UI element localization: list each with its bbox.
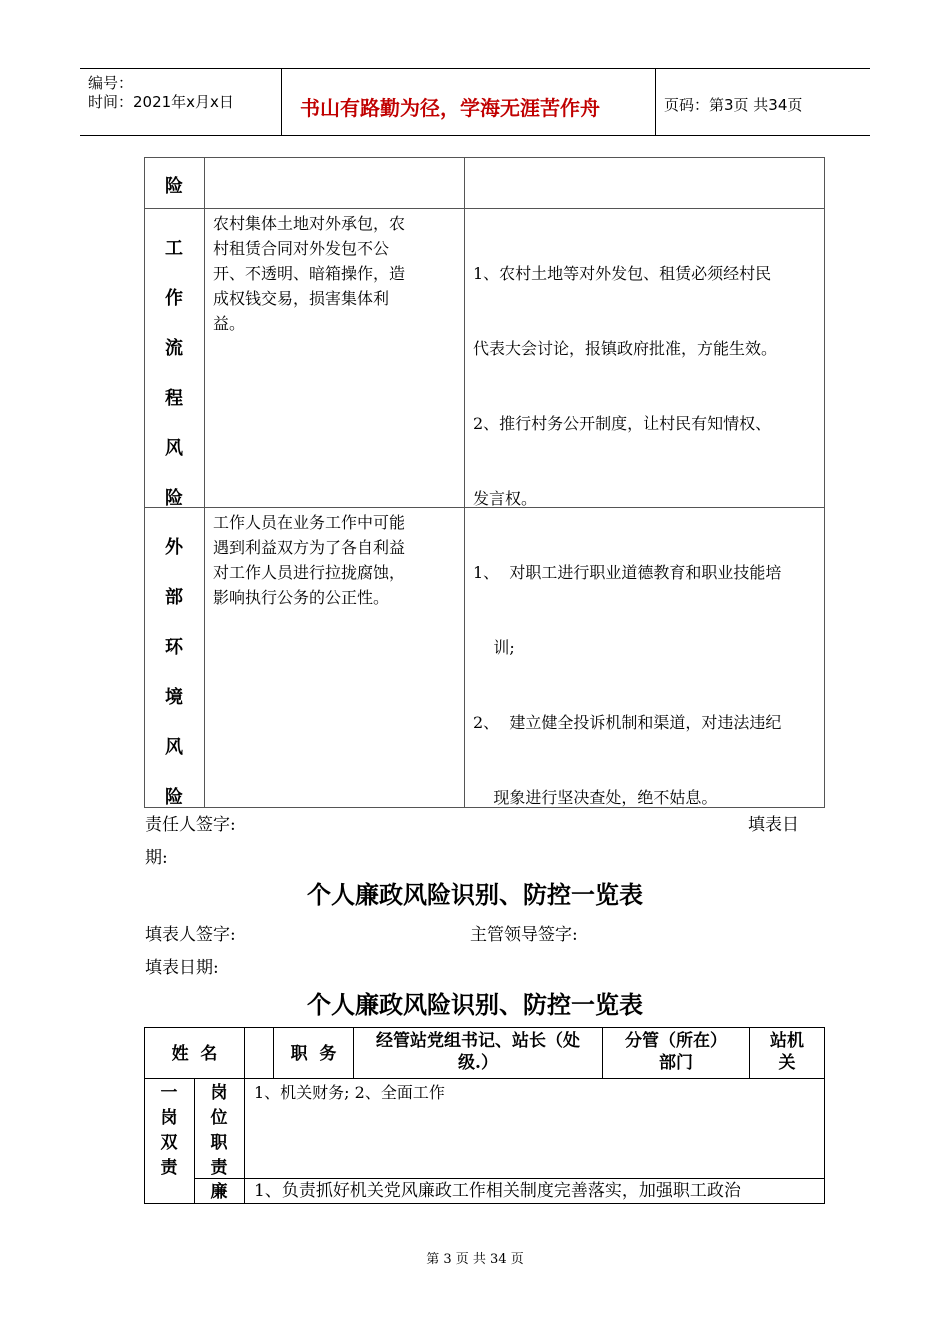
table1-row0-risk-cell xyxy=(204,157,465,209)
text-line: 现象进行坚决查处，绝不姑息。 xyxy=(473,788,718,807)
label-char: 风 xyxy=(165,737,183,758)
page-title-1: 个人廉政风险识别、防控一览表 xyxy=(307,880,643,909)
label-char: 责 xyxy=(210,1158,228,1178)
text-line: 分管（所在） xyxy=(625,1031,727,1051)
label-char: 双 xyxy=(160,1133,178,1153)
label-char: 风 xyxy=(165,438,183,459)
text-line: 站机 xyxy=(770,1031,804,1051)
label-char: 职 xyxy=(210,1133,228,1153)
leader-sign-label: 主管领导签字: xyxy=(470,925,578,945)
fill-date-label: 填表日期: xyxy=(145,958,219,978)
text-line: 成权钱交易，损害集体利 xyxy=(213,289,390,308)
label-char: 环 xyxy=(165,637,183,658)
text-line: 2、 建立健全投诉机制和渠道，对违法违纪 xyxy=(473,713,782,732)
label-char: 程 xyxy=(165,388,183,409)
label-char: 岗 xyxy=(210,1083,228,1103)
text-line: 工作人员在业务工作中可能 xyxy=(213,513,406,532)
text-line: 发言权。 xyxy=(473,489,538,508)
label-char: 工 xyxy=(165,238,183,259)
fill-date-label-part2: 期: xyxy=(145,848,168,868)
table1-row0-label: 险 xyxy=(165,176,183,197)
page-footer: 第 3 页 共 34 页 xyxy=(426,1252,524,1267)
label-char: 作 xyxy=(165,288,183,309)
responsible-sign-label: 责任人签字: xyxy=(145,815,236,835)
text-line: 代表大会讨论，报镇政府批准，方能生效。 xyxy=(473,339,778,358)
table1-row2-measure-text xyxy=(473,510,821,860)
label-char: 岗 xyxy=(160,1108,178,1128)
text-line: 遇到利益双方为了各自利益 xyxy=(213,538,406,557)
text-line: 农村集体土地对外承包，农 xyxy=(213,214,406,233)
table1-row2-risk-text xyxy=(213,510,459,610)
text-line: 部门 xyxy=(659,1053,693,1073)
name-value-cell xyxy=(244,1027,274,1079)
group-label xyxy=(157,1081,181,1181)
table1-row1-risk-text xyxy=(213,211,459,336)
page-title-2: 个人廉政风险识别、防控一览表 xyxy=(307,990,643,1019)
table1-row0-measure-cell xyxy=(464,157,825,209)
text-line: 对工作人员进行拉拢腐蚀， xyxy=(213,563,406,582)
table1-row2-label xyxy=(162,523,186,823)
post-label: 职 务 xyxy=(290,1044,337,1064)
header-bottom-rule xyxy=(80,135,870,136)
header-divider-left xyxy=(281,68,282,136)
table1-row1-label xyxy=(162,224,186,524)
filler-sign-label: 填表人签字: xyxy=(145,925,236,945)
header-page: 页码：第3页 共34页 xyxy=(664,96,803,114)
header-divider-right xyxy=(655,68,656,136)
label-char: 外 xyxy=(165,537,183,558)
text-line: 关 xyxy=(778,1053,796,1073)
text-line: 影响执行公务的公正性。 xyxy=(213,588,390,607)
text-line: 训; xyxy=(473,638,515,657)
text-line: 1、农村土地等对外发包、租赁必须经村民 xyxy=(473,264,772,283)
dept-label xyxy=(602,1030,750,1074)
text-line: 开、不透明、暗箱操作，造 xyxy=(213,264,406,283)
name-label: 姓 名 xyxy=(171,1044,218,1064)
text-line: 2、推行村务公开制度，让村民有知情权、 xyxy=(473,414,772,433)
text-line: 1、 对职工进行职业道德教育和职业技能培 xyxy=(473,563,782,582)
label-char: 险 xyxy=(165,787,183,808)
label-char: 部 xyxy=(165,587,183,608)
dept-value xyxy=(749,1030,825,1074)
post-value xyxy=(353,1030,603,1074)
clean-text: 1、负责抓好机关党风廉政工作相关制度完善落实，加强职工政治 xyxy=(254,1181,741,1201)
label-char: 险 xyxy=(165,488,183,509)
duty-text: 1、机关财务; 2、全面工作 xyxy=(254,1083,445,1102)
header-top-rule xyxy=(80,68,870,69)
label-char: 一 xyxy=(160,1083,178,1103)
label-char: 位 xyxy=(210,1108,228,1128)
duty-label xyxy=(207,1081,231,1181)
fill-date-label-part1: 填表日 xyxy=(748,815,799,835)
header-motto: 书山有路勤为径，学海无涯苦作舟 xyxy=(300,96,600,120)
text-line: 级.） xyxy=(458,1053,498,1073)
text-line: 村租赁合同对外发包不公 xyxy=(213,239,390,258)
label-char: 流 xyxy=(165,338,183,359)
header-time: 时间：2021年x月x日 xyxy=(88,93,234,111)
label-char: 责 xyxy=(160,1158,178,1178)
text-line: 经管站党组书记、站长（处 xyxy=(376,1031,580,1051)
header-number: 编号： xyxy=(88,74,134,92)
clean-label: 廉 xyxy=(210,1182,228,1202)
text-line: 益。 xyxy=(213,314,246,333)
label-char: 境 xyxy=(165,687,183,708)
